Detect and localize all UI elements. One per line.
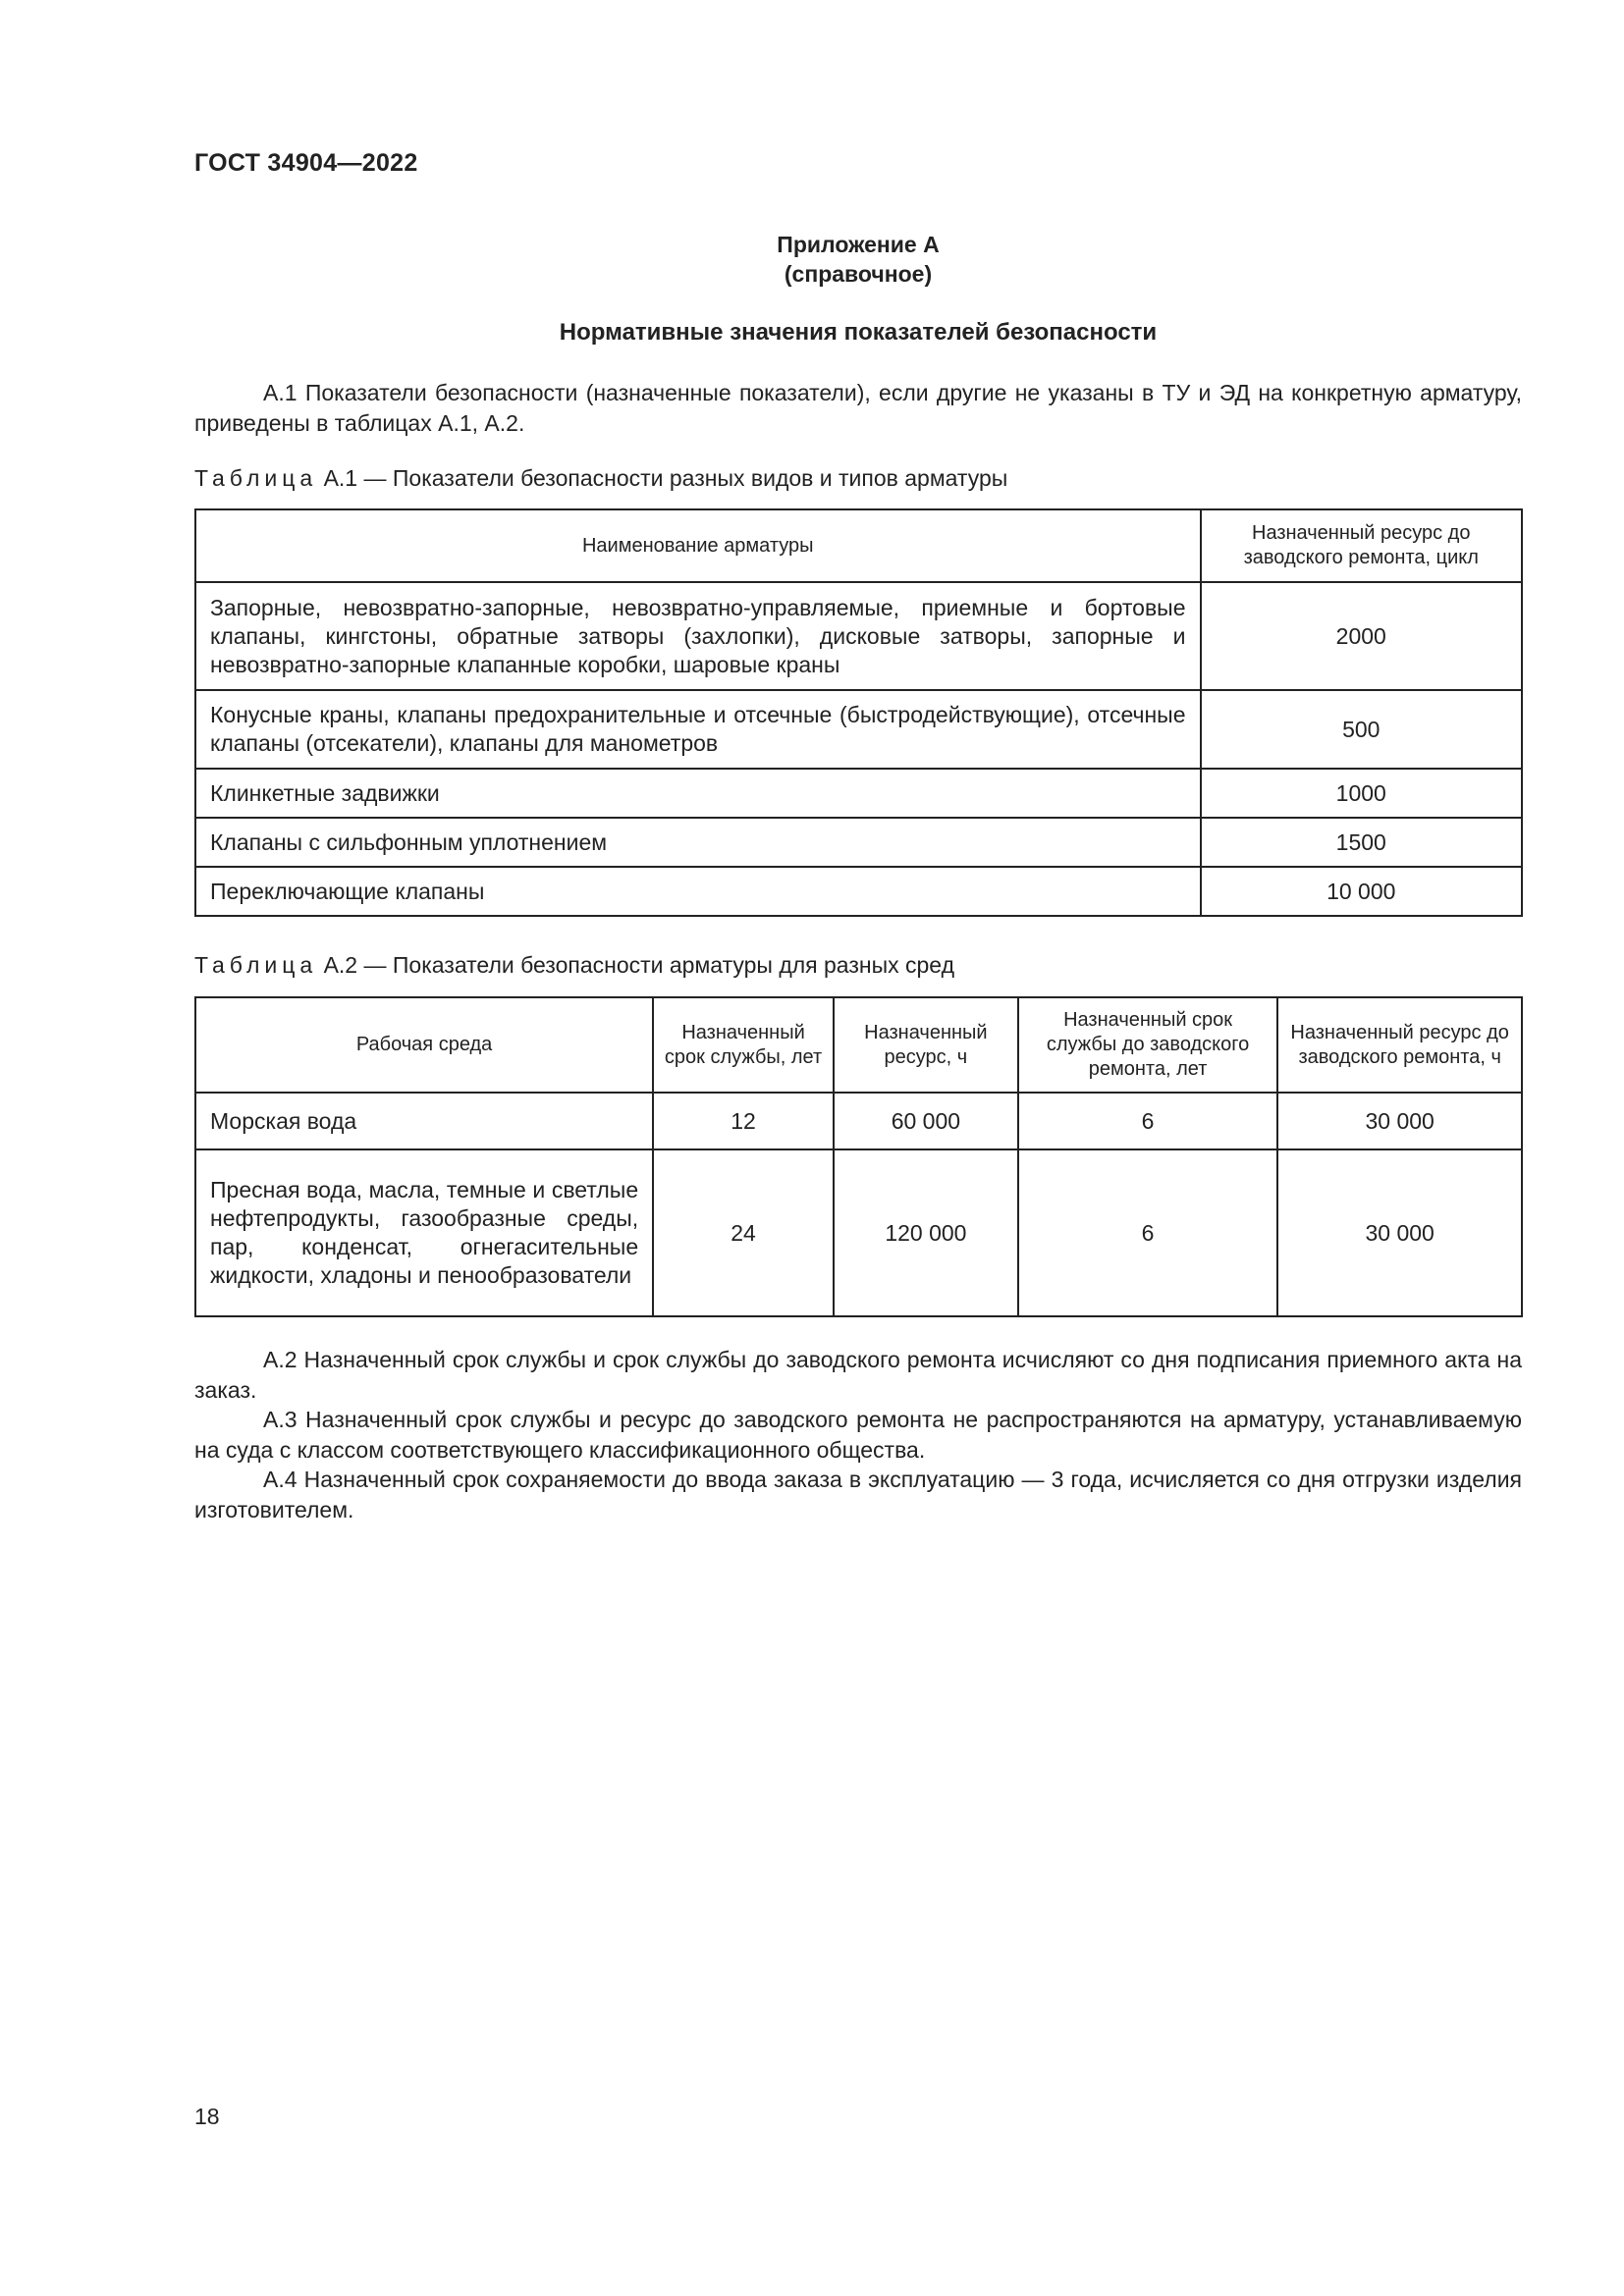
table2-header-environment: Рабочая среда (195, 997, 653, 1093)
table-a2 (194, 996, 1523, 1317)
table2-cell-service-life: 24 (653, 1149, 834, 1316)
paragraph-a4: А.4 Назначенный срок сохраняемости до ввода заказа в эксплуатацию — 3 года, исчисляется со дня отгрузки изделия изготовителем. (194, 1467, 1522, 1522)
table-row (195, 1093, 1522, 1149)
table1-cell-value: 10 000 (1201, 867, 1523, 916)
table2-cell-service-life-to-repair: 6 (1018, 1093, 1278, 1149)
table1-caption-word: Таблица (194, 465, 318, 491)
table2-cell-resource-to-repair: 30 000 (1277, 1093, 1522, 1149)
table-header-row (195, 997, 1522, 1093)
table-row (195, 769, 1522, 818)
table2-caption (194, 952, 954, 979)
table1-caption (194, 465, 1007, 492)
table-row (195, 690, 1522, 769)
section-title: Нормативные значения показателей безопасности (559, 319, 1158, 346)
table2-header-resource-to-repair: Назначенный ресурс до заводского ремонта, ч (1277, 997, 1522, 1093)
table1-cell-name: Конусные краны, клапаны предохранительные и отсечные (быстродействующие), отсечные клапаны (отсекатели), клапаны для манометров (195, 690, 1201, 769)
table2-cell-service-life-to-repair: 6 (1018, 1149, 1278, 1316)
table1-cell-value: 1000 (1201, 769, 1523, 818)
paragraph-a2: А.2 Назначенный срок службы и срок службы до заводского ремонта исчисляют со дня подписания приемного акта на заказ. (194, 1347, 1522, 1403)
table1-header-resource: Назначенный ресурс до заводского ремонта, цикл (1201, 509, 1523, 582)
table1-header-name: Наименование арматуры (195, 509, 1201, 582)
table1-cell-name: Клапаны с сильфонным уплотнением (195, 818, 1201, 867)
table2-header-service-life: Назначенный срок службы, лет (653, 997, 834, 1093)
table1-cell-value: 2000 (1201, 582, 1523, 690)
table2-cell-service-life: 12 (653, 1093, 834, 1149)
table1-cell-value: 500 (1201, 690, 1523, 769)
paragraph-a1: А.1 Показатели безопасности (назначенные показатели), если другие не указаны в ТУ и ЭД на конкретную арматуру, приведены в таблицах А.1, А.2. (194, 380, 1522, 436)
table-row (195, 582, 1522, 690)
table2-cell-resource: 120 000 (834, 1149, 1018, 1316)
table2-cell-resource: 60 000 (834, 1093, 1018, 1149)
table-row (195, 818, 1522, 867)
standard-code: ГОСТ 34904—2022 (194, 149, 418, 177)
table2-caption-text: А.2 — Показатели безопасности арматуры для разных сред (317, 952, 954, 978)
table1-cell-name: Клинкетные задвижки (195, 769, 1201, 818)
table2-cell-environment: Пресная вода, масла, темные и светлые нефтепродукты, газообразные среды, пар, конденсат, огнегасительные жидкости, хладоны и пенообразователи (195, 1149, 653, 1316)
table2-cell-environment: Морская вода (195, 1093, 653, 1149)
annex-status: (справочное) (784, 261, 933, 287)
table-a1 (194, 508, 1523, 917)
annex-title: Приложение А (777, 232, 940, 257)
page-number: 18 (194, 2104, 220, 2129)
paragraph-a3: А.3 Назначенный срок службы и ресурс до заводского ремонта не распространяются на арматуру, устанавливаемую на суда с классом соответствующего классификационного общества. (194, 1407, 1522, 1463)
table1-cell-value: 1500 (1201, 818, 1523, 867)
table2-header-resource: Назначенный ресурс, ч (834, 997, 1018, 1093)
table-header-row (195, 509, 1522, 582)
table-row (195, 867, 1522, 916)
table2-header-service-life-to-repair: Назначенный срок службы до заводского ремонта, лет (1018, 997, 1278, 1093)
annex-heading (194, 230, 1522, 289)
table1-cell-name: Переключающие клапаны (195, 867, 1201, 916)
table2-caption-word: Таблица (194, 952, 318, 978)
table2-cell-resource-to-repair: 30 000 (1277, 1149, 1522, 1316)
table1-caption-text: А.1 — Показатели безопасности разных видов и типов арматуры (317, 465, 1008, 491)
table1-cell-name: Запорные, невозвратно-запорные, невозвратно-управляемые, приемные и бортовые клапаны, кингстоны, обратные затворы (захлопки), дисковые затворы, запорные и невозвратно-запорные клапанные коробки, шаровые краны (195, 582, 1201, 690)
table-row (195, 1149, 1522, 1316)
